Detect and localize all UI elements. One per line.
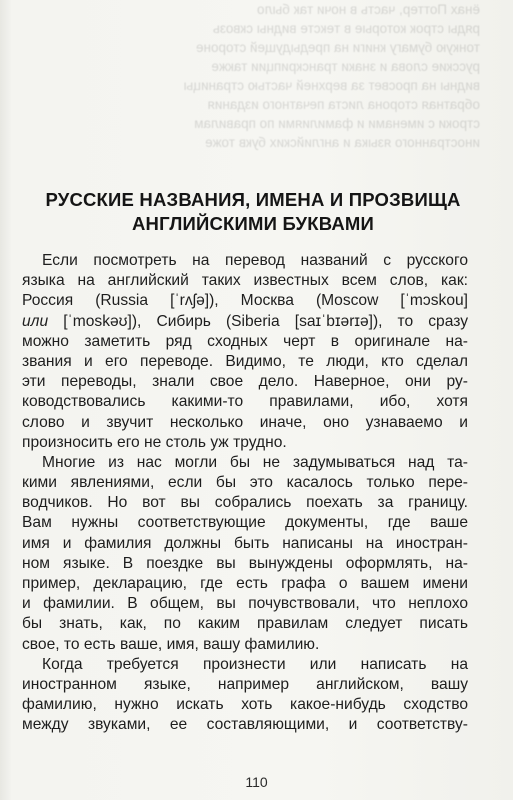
body-line: или [ˈmoskəʊ]), Сибирь (Siberia [saɪˈbɪərɪə]), то сразу xyxy=(22,312,468,330)
body-line: иностранном языке, например английском, вашу xyxy=(22,675,468,693)
body-line: Россия (Russia [ˈrʌʃə]), Москва (Moscow [ˈmɔskou] xyxy=(22,292,468,310)
chapter-heading xyxy=(20,188,486,236)
body-line: языка на английский таких известных всем слов, как: xyxy=(22,272,468,290)
body-line: произносить его не столь уж трудно. xyxy=(22,433,287,451)
body-line: ном языке. В поездке вы вынуждены оформлять, на- xyxy=(22,554,468,572)
body-text xyxy=(22,251,468,736)
body-line: бы знать, как, по каким правилам следует писать xyxy=(22,615,468,633)
body-line: звания и его переводе. Видимо, те люди, кто сделал xyxy=(22,352,468,370)
body-line: ководствовались какими-то правилами, ибо, хотя xyxy=(22,393,468,411)
body-line: фамилию, нужно искать хоть какое-нибудь сходство xyxy=(22,696,468,714)
italic-word: или xyxy=(22,312,49,330)
body-line: кими явлениями, если бы это касалось только пере- xyxy=(22,474,468,492)
body-line: можно заметить ряд сходных черт в оригинале на- xyxy=(22,332,468,350)
body-line: эти переводы, знали свое дело. Наверное, они ру- xyxy=(22,373,468,391)
body-line: пример, декларацию, где есть графа о вашем имени xyxy=(22,575,468,592)
body-line: Вам нужны соответствующие документы, где ваше xyxy=(22,514,468,532)
page-number: 110 xyxy=(245,774,268,790)
body-line: свое, то есть ваше, имя, вашу фамилию. xyxy=(22,635,320,653)
chapter-heading-line-1: РУССКИЕ НАЗВАНИЯ, ИМЕНА И ПРОЗВИЩА xyxy=(45,189,461,210)
body-line: Когда требуется произнести или написать на xyxy=(42,655,468,673)
body-line: водчиков. Но вот вы собрались поехать за границу. xyxy=(22,494,468,512)
show-through-text: ёнах Поттер, часть в ночи так было ряды строк которые в тексте видны сквозь тонкую бумагу книги на предыдущей стороне русские слова и знаки транскрипции также видны на просвет за верхней частью страницы обратная сторона листа печатного издания строки с именами и фамилиями по правилам иностранного языка и английских букв тоже xyxy=(183,2,480,150)
chapter-heading-line-2: АНГЛИЙСКИМИ БУКВАМИ xyxy=(131,213,375,234)
body-line: Многие из нас могли бы не задумываться над та- xyxy=(42,453,468,471)
body-line: слово и звучит несколько иначе, оно узнаваемо и xyxy=(22,413,468,431)
body-line: имя и фамилия должны быть написаны на иностран- xyxy=(22,534,468,552)
body-line: и фамилии. В общем, вы почувствовали, что неплохо xyxy=(22,595,468,613)
body-line: между звуками, ее составляющими, и соответству- xyxy=(22,716,468,734)
body-line: Если посмотреть на перевод названий с русского xyxy=(42,252,468,269)
